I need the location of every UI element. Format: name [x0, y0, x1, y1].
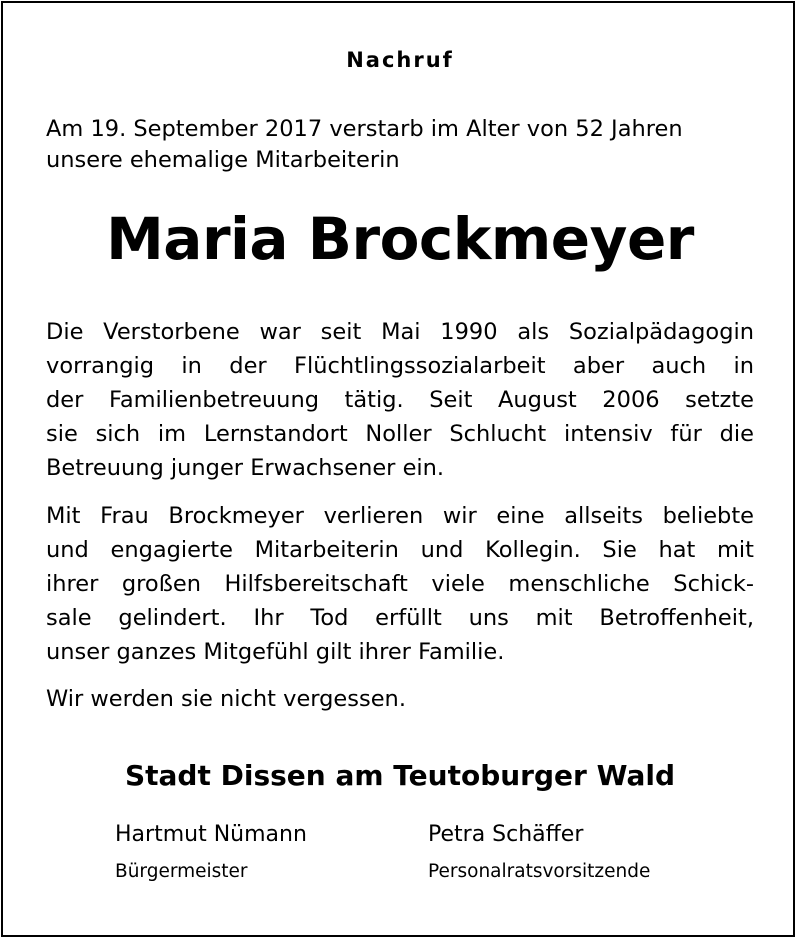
- deceased-name: Maria Brockmeyer: [106, 205, 694, 273]
- paragraph2-line: unser ganzes Mitgefühl gilt ihrer Familie.: [46, 639, 505, 665]
- paragraph2-line: ihrer großen Hilfsbereitschaft viele menschliche Schick-: [46, 571, 754, 597]
- paragraph1-line: vorrangig in der Flüchtlingssozialarbeit aber auch in: [46, 353, 754, 379]
- paragraph1-line: der Familienbetreuung tätig. Seit August 2006 setzte: [46, 387, 754, 413]
- paragraph1-line: sie sich im Lernstandort Noller Schlucht intensiv für die: [46, 421, 754, 447]
- intro-line: unsere ehemalige Mitarbeiterin: [46, 147, 400, 173]
- signatory-name: Hartmut Nümann: [115, 822, 307, 847]
- paragraph1-line: Betreuung junger Erwachsener ein.: [46, 455, 445, 481]
- paragraph2-line: Mit Frau Brockmeyer verlieren wir eine allseits beliebte: [46, 503, 754, 529]
- paragraph1-line: Die Verstorbene war seit Mai 1990 als Sozialpädagogin: [46, 319, 754, 345]
- signatory-title: Personalratsvorsitzende: [428, 861, 651, 882]
- paragraph2-line: und engagierte Mitarbeiterin und Kollegin. Sie hat mit: [46, 537, 754, 563]
- signatory-name: Petra Schäffer: [428, 822, 584, 847]
- closing-line: Wir werden sie nicht vergessen.: [46, 686, 406, 712]
- heading: Nachruf: [346, 48, 454, 72]
- organization-name: Stadt Dissen am Teutoburger Wald: [124, 759, 675, 792]
- intro-line: Am 19. September 2017 verstarb im Alter von 52 Jahren: [46, 116, 683, 142]
- paragraph2-line: sale gelindert. Ihr Tod erfüllt uns mit Betroffenheit,: [46, 605, 754, 631]
- signatory-title: Bürgermeister: [115, 861, 248, 882]
